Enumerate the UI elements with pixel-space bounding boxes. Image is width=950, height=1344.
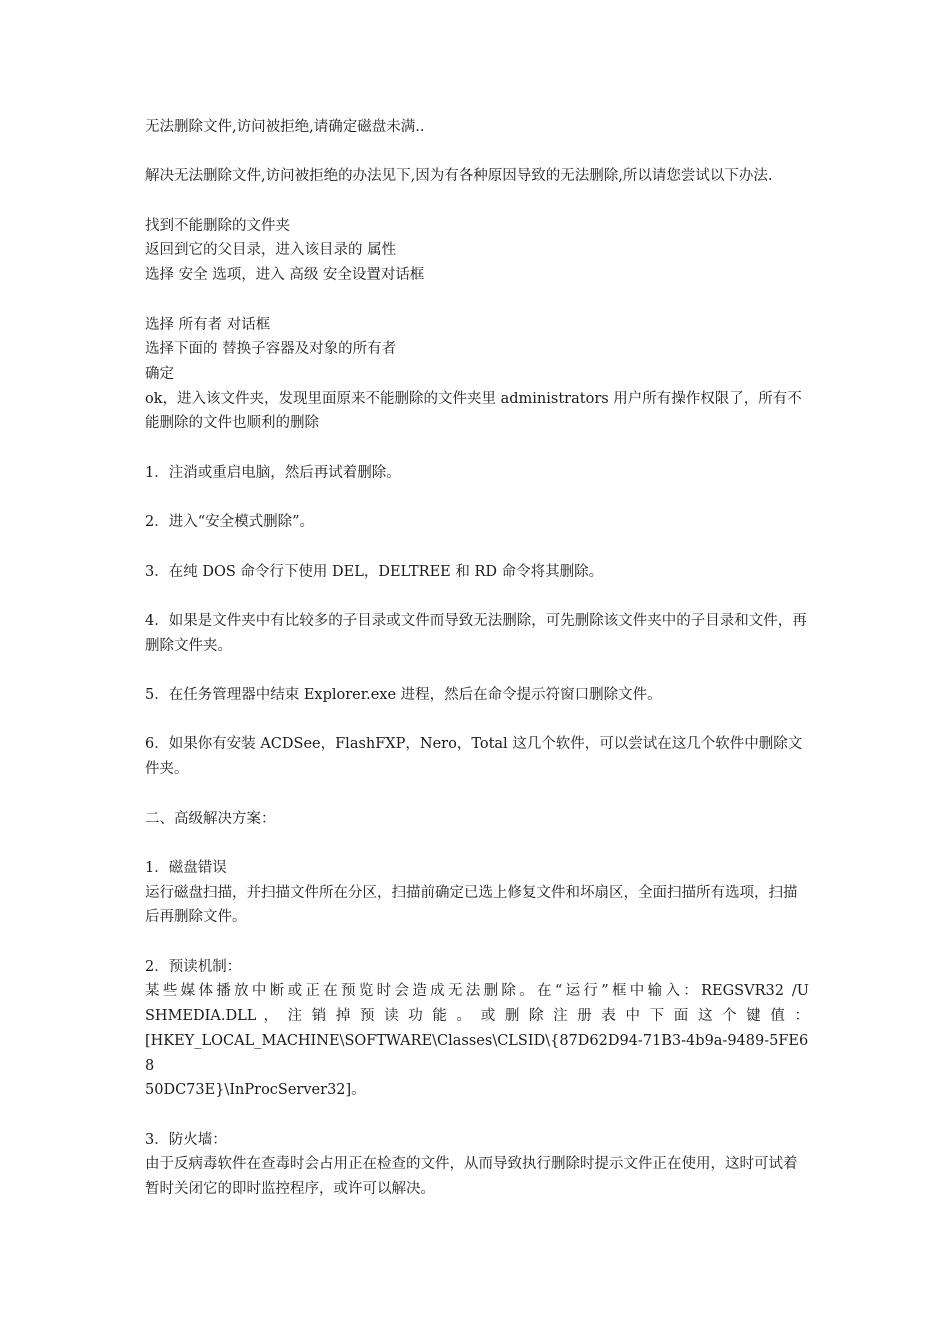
step-line: 选择 所有者 对话框 [145,316,271,333]
advanced-item-heading: 2．预读机制： [145,958,242,975]
steps-group-1 [145,214,809,288]
steps-group-2 [145,313,809,437]
advanced-item-body: 运行磁盘扫描，并扫描文件所在分区，扫描前确定已选上修复文件和坏扇区，全面扫描所有选项，扫描后再删除文件。 [145,884,798,926]
step-line: 返回到它的父目录，进入该目录的 属性 [145,242,397,259]
step-line: 选择 安全 选项，进入 高级 安全设置对话框 [145,267,425,284]
advanced-item-body-line: 50DC73E}\InProcServer32]。 [145,1082,366,1099]
advanced-item-heading: 1．磁盘错误 [145,859,227,876]
intro-paragraph: 解决无法删除文件,访问被拒绝的办法见下,因为有各种原因导致的无法删除,所以请您尝试以下办法. [145,168,773,185]
step-line: 选择下面的 替换子容器及对象的所有者 [145,341,397,358]
step-line: 确定 [145,365,174,382]
advanced-item-body: 由于反病毒软件在查毒时会占用正在检查的文件，从而导致执行删除时提示文件正在使用，这时可试着暂时关闭它的即时监控程序，或许可以解决。 [145,1156,798,1198]
numbered-item-2: 2．进入“安全模式删除”。 [145,514,315,531]
numbered-item-4: 4．如果是文件夹中有比较多的子目录或文件而导致无法删除，可先删除该文件夹中的子目录和文件，再删除文件夹。 [145,612,807,654]
step-line: ok，进入该文件夹，发现里面原来不能删除的文件夹里 administrators 用户所有操作权限了，所有不能删除的文件也顺利的删除 [145,390,802,432]
numbered-item-6: 6．如果你有安装 ACDSee，FlashFXP，Nero，Total 这几个软件，可以尝试在这几个软件中删除文件夹。 [145,736,803,778]
advanced-item-body-line: [HKEY_LOCAL_MACHINE\SOFTWARE\Classes\CLSID\{87D62D94-71B3-4b9a-9489-5FE68 [145,1032,809,1074]
advanced-heading: 二、高级解决方案： [145,810,276,827]
advanced-item-body-line: SHMEDIA.DLL ， 注 销 掉 预 读 功 能 。 或 删 除 注 册 表 中 下 面 这 个 键 值 ： [145,1008,809,1025]
numbered-item-1: 1．注消或重启电脑，然后再试着删除。 [145,464,401,481]
document-title: 无法删除文件,访问被拒绝,请确定磁盘未满.. [145,119,425,135]
advanced-item-2 [145,955,809,1103]
advanced-item-1 [145,856,809,930]
numbered-item-3: 3．在纯 DOS 命令行下使用 DEL，DELTREE 和 RD 命令将其删除。 [145,563,604,580]
document-page [145,115,809,1202]
advanced-item-heading: 3．防火墙： [145,1131,227,1148]
numbered-item-5: 5．在任务管理器中结束 Explorer.exe 进程，然后在命令提示符窗口删除文件。 [145,687,662,704]
step-line: 找到不能删除的文件夹 [145,217,290,234]
advanced-item-body-line: 某些媒体播放中断或正在预览时会造成无法删除。在“运行”框中输入：REGSVR32 /U [145,983,809,1000]
advanced-item-3 [145,1128,809,1202]
